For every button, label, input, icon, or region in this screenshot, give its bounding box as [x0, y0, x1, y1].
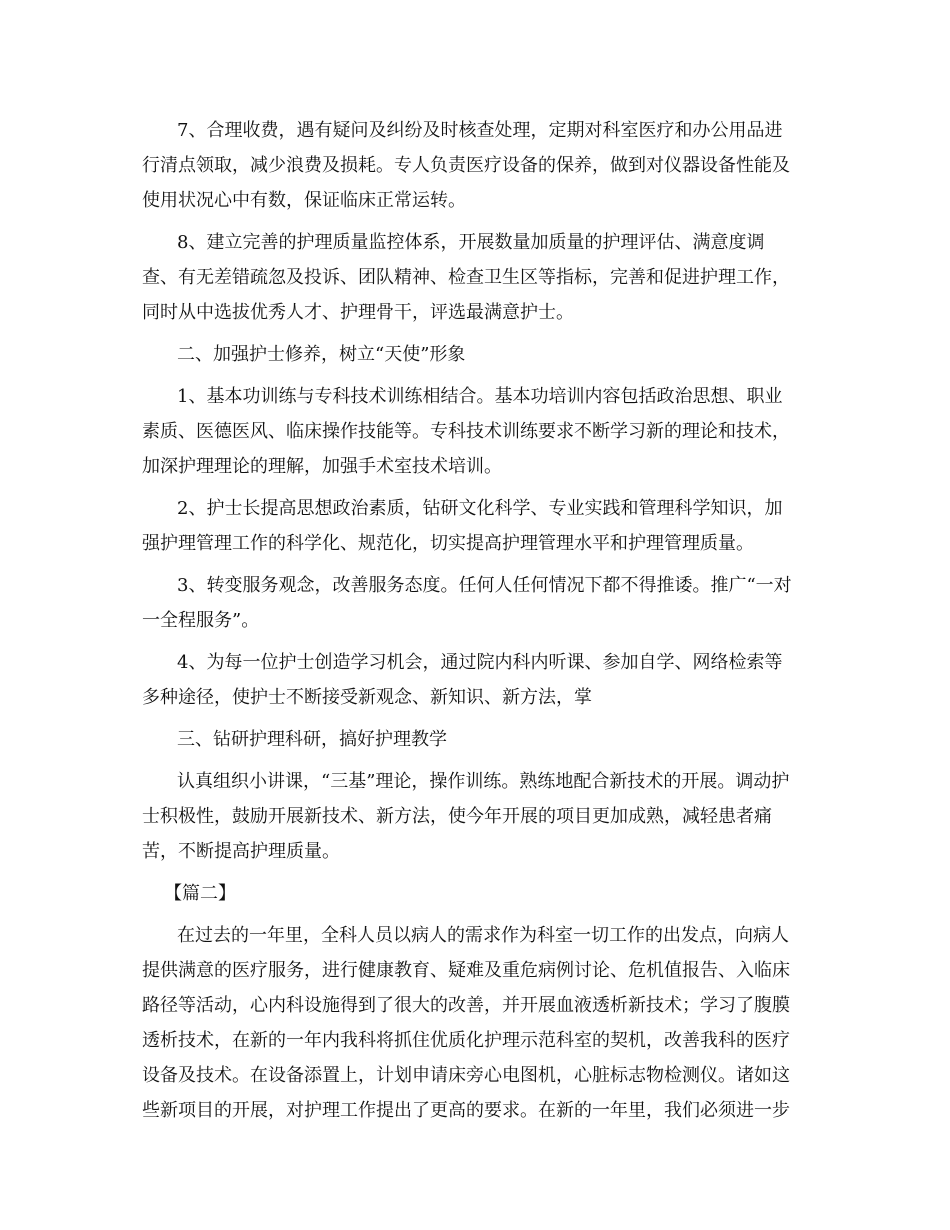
- text-line: 行清点领取，减少浪费及损耗。专人负责医疗设备的保养，做到对仪器设备性能及: [142, 155, 790, 176]
- text-line: 提供满意的医疗服务，进行健康教育、疑难及重危病例讨论、危机值报告、入临床: [142, 960, 790, 981]
- text-line: 强护理管理工作的科学化、规范化，切实提高护理管理水平和护理管理质量。: [142, 533, 754, 554]
- section-heading-2: [142, 337, 812, 372]
- text-line: 士积极性，鼓励开展新技术、新方法，使今年开展的项目更加成熟，减轻患者痛: [142, 806, 772, 827]
- text-line: 使用状况心中有数，保证临床正常运转。: [142, 190, 466, 211]
- section-heading-3: [142, 722, 812, 757]
- text-line: 苦，不断提高护理质量。: [142, 841, 340, 862]
- text-line: 2、护士长提高思想政治素质，钻研文化科学、专业实践和管理科学知识，加: [177, 498, 783, 519]
- paragraph-part-2-body: [142, 918, 812, 1128]
- text-line: 同时从中选拔优秀人才、护理骨干，评选最满意护士。: [142, 302, 574, 323]
- paragraph-sec2-item-1: [142, 379, 812, 484]
- text-line: 8、建立完善的护理质量监控体系，开展数量加质量的护理评估、满意度调: [177, 232, 765, 253]
- text-line: 1、基本功训练与专科技术训练相结合。基本功培训内容包括政治思想、职业: [177, 386, 783, 407]
- heading-line: 二、加强护士修养，树立“天使”形象: [177, 344, 466, 365]
- text-line: 7、合理收费，遇有疑问及纠纷及时核查处理，定期对科室医疗和办公用品进: [177, 120, 783, 141]
- text-line: 4、为每一位护士创造学习机会，通过院内科内听课、参加自学、网络检索等: [177, 652, 783, 673]
- text-line: 多种途径，使护士不断接受新观念、新知识、新方法，掌: [142, 687, 592, 708]
- paragraph-sec2-item-2: [142, 491, 812, 561]
- text-line: 设备及技术。在设备添置上，计划申请床旁心电图机，心脏标志物检测仪。诸如这: [142, 1065, 790, 1086]
- text-line: 在过去的一年里，全科人员以病人的需求作为科室一切工作的出发点，向病人: [177, 925, 789, 946]
- text-line: 些新项目的开展，对护理工作提出了更高的要求。在新的一年里，我们必须进一步: [142, 1100, 790, 1121]
- paragraph-item-8: [142, 225, 812, 330]
- text-line: 透析技术，在新的一年内我科将抓住优质化护理示范科室的契机，改善我科的医疗: [142, 1030, 790, 1051]
- paragraph-sec2-item-3: [142, 568, 812, 638]
- paragraph-sec3-body: [142, 764, 812, 869]
- paragraph-sec2-item-4: [142, 645, 812, 715]
- text-line: 路径等活动，心内科设施得到了很大的改善，并开展血液透析新技术；学习了腹膜: [142, 995, 790, 1016]
- text-line: 查、有无差错疏忽及投诉、团队精神、检查卫生区等指标，完善和促进护理工作，: [142, 267, 790, 288]
- text-line: 认真组织小讲课，“三基”理论，操作训练。熟练地配合新技术的开展。调动护: [177, 771, 790, 792]
- text-line: 一全程服务”。: [142, 610, 260, 631]
- document-page: [142, 113, 812, 1128]
- text-line: 加深护理理论的理解，加强手术室技术培训。: [142, 456, 502, 477]
- heading-line: 三、钻研护理科研，搞好护理教学: [177, 729, 447, 750]
- text-line: 3、转变服务观念，改善服务态度。任何人任何情况下都不得推诿。推广“一对: [177, 575, 792, 596]
- part-title-line: 【篇二】: [164, 883, 236, 904]
- paragraph-item-7: [142, 113, 812, 218]
- part-2-title: [142, 876, 812, 911]
- text-line: 素质、医德医风、临床操作技能等。专科技术训练要求不断学习新的理论和技术，: [142, 421, 790, 442]
